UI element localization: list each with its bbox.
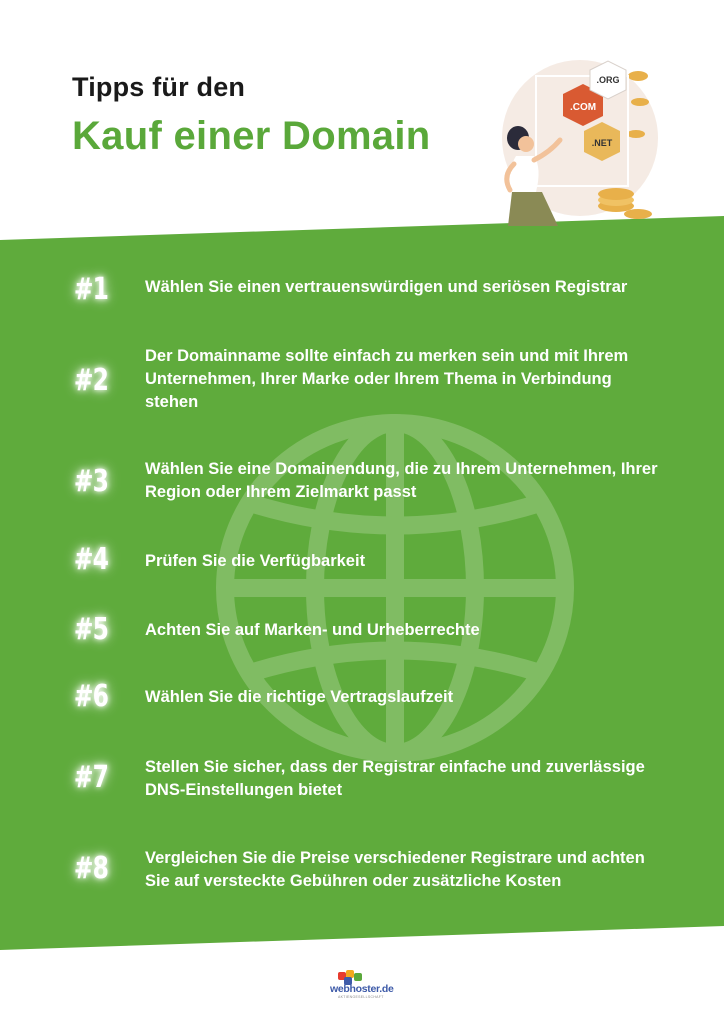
logo-subtitle: AKTIENGESELLSCHAFT bbox=[338, 995, 384, 999]
title-line-2: Kauf einer Domain bbox=[72, 114, 431, 158]
tip-number: #6 bbox=[73, 679, 109, 714]
tip-text: Vergleichen Sie die Preise verschiedener Registrare und achten Sie auf versteckte Gebühren oder zusätzliche Kosten bbox=[145, 849, 645, 890]
title-line-1: Tipps für den bbox=[72, 72, 246, 102]
tip-number: #8 bbox=[73, 851, 109, 886]
svg-text:.COM: .COM bbox=[569, 102, 597, 113]
logo-text: webhoster.de bbox=[330, 983, 394, 995]
tip-text: Wählen Sie eine Domainendung, die zu Ihrem Unternehmen, Ihrer Region oder Ihrem Zielmarkt passt bbox=[145, 460, 658, 501]
svg-text:.NET: .NET bbox=[591, 138, 613, 148]
tip-number: #1 bbox=[73, 272, 109, 307]
tip-text: Achten Sie auf Marken- und Urheberrechte bbox=[145, 621, 480, 639]
domain-illustration bbox=[488, 56, 668, 236]
svg-text:.ORG: .ORG bbox=[596, 75, 620, 85]
tip-number: #3 bbox=[73, 464, 109, 499]
tip-text: Wählen Sie die richtige Vertragslaufzeit bbox=[145, 688, 454, 706]
tip-text: Der Domainname sollte einfach zu merken sein und mit Ihrem Unternehmen, Ihrer Marke oder Ihrem Thema in Verbindung stehen bbox=[145, 347, 629, 411]
tip-text: Prüfen Sie die Verfügbarkeit bbox=[145, 552, 366, 570]
tip-number: #4 bbox=[73, 542, 109, 577]
tip-text: Wählen Sie einen vertrauenswürdigen und seriösen Registrar bbox=[145, 278, 628, 296]
footer-logo[interactable] bbox=[330, 968, 400, 998]
header bbox=[0, 0, 724, 240]
tip-text: Stellen Sie sicher, dass der Registrar einfache und zuverlässige DNS-Einstellungen bietet bbox=[145, 758, 645, 799]
tip-number: #7 bbox=[73, 760, 109, 795]
tip-number: #2 bbox=[73, 363, 109, 398]
tip-number: #5 bbox=[73, 612, 109, 647]
